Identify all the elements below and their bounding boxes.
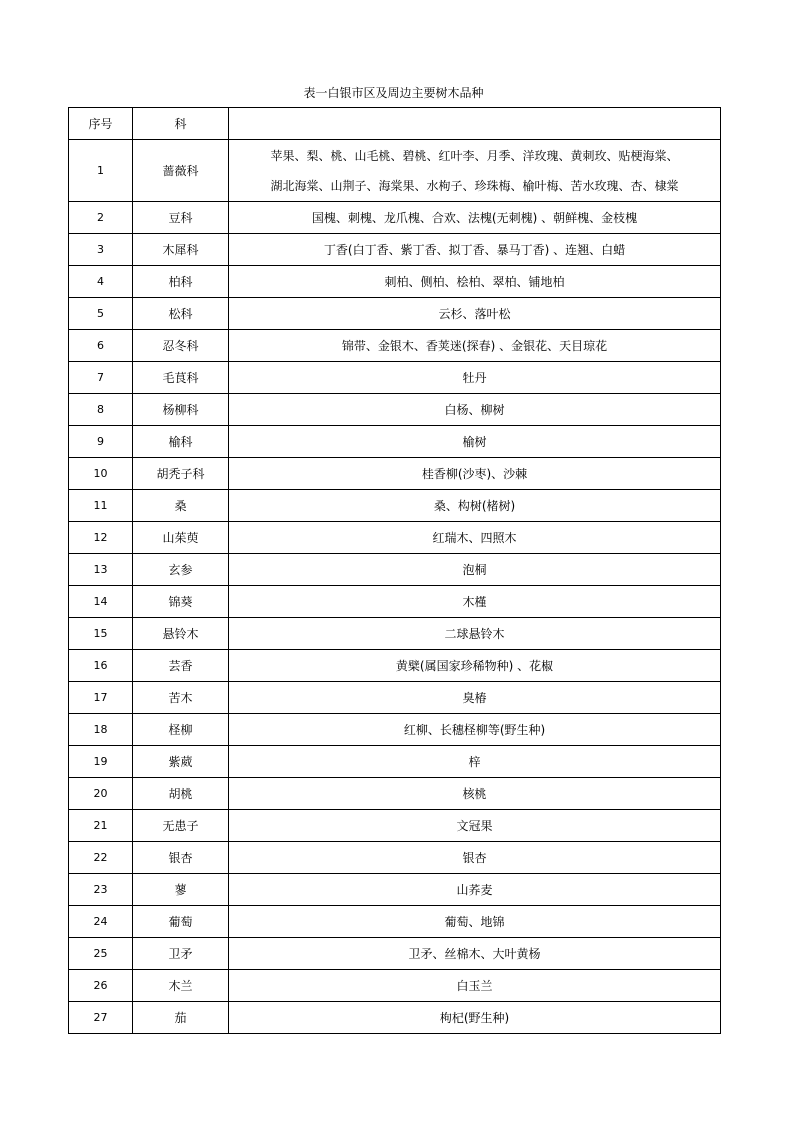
row-species-cell <box>229 234 721 266</box>
row-species-cell <box>229 938 721 970</box>
row-species-cell <box>229 266 721 298</box>
species-line: 榆树 <box>462 434 487 449</box>
header-index: 序号 <box>69 108 133 140</box>
table-row <box>69 810 721 842</box>
table-row <box>69 362 721 394</box>
row-index-cell: 3 <box>69 234 133 266</box>
row-index-cell: 10 <box>69 458 133 490</box>
row-family-cell: 玄参 <box>133 554 229 586</box>
table-row <box>69 938 721 970</box>
row-index-cell: 20 <box>69 778 133 810</box>
species-line: 枸杞(野生种) <box>439 1010 510 1025</box>
row-index-cell: 7 <box>69 362 133 394</box>
row-index-cell: 4 <box>69 266 133 298</box>
row-species-cell <box>229 490 721 522</box>
table-row <box>69 906 721 938</box>
species-line: 湖北海棠、山荆子、海棠果、水枸子、珍珠梅、榆叶梅、苦水玫瑰、杏、棣棠 <box>270 178 679 193</box>
table-row <box>69 234 721 266</box>
table-row <box>69 394 721 426</box>
row-family-cell: 杨柳科 <box>133 394 229 426</box>
row-index-cell: 21 <box>69 810 133 842</box>
row-family-cell: 胡秃子科 <box>133 458 229 490</box>
row-index-cell: 14 <box>69 586 133 618</box>
row-family-cell: 葡萄 <box>133 906 229 938</box>
row-family-cell: 木兰 <box>133 970 229 1002</box>
row-family-cell: 豆科 <box>133 202 229 234</box>
row-species-cell <box>229 522 721 554</box>
row-species-cell <box>229 586 721 618</box>
species-line: 文冠果 <box>456 818 493 833</box>
table-row <box>69 746 721 778</box>
species-line: 苹果、梨、桃、山毛桃、碧桃、红叶李、月季、洋玫瑰、黄刺玫、贴梗海棠、 <box>270 148 679 163</box>
header-species <box>229 108 721 140</box>
species-line: 葡萄、地锦 <box>444 914 505 929</box>
species-line: 白玉兰 <box>456 978 493 993</box>
species-line: 黄檗(属国家珍稀物种) 、花椒 <box>395 658 554 673</box>
row-index-cell: 13 <box>69 554 133 586</box>
species-line: 红瑞木、四照木 <box>432 530 517 545</box>
row-index-cell: 23 <box>69 874 133 906</box>
table-row <box>69 970 721 1002</box>
row-family-cell: 榆科 <box>133 426 229 458</box>
species-line: 山荞麦 <box>456 882 493 897</box>
table-row <box>69 202 721 234</box>
row-species-cell <box>229 202 721 234</box>
row-species-cell <box>229 906 721 938</box>
row-index-cell: 5 <box>69 298 133 330</box>
row-species-cell <box>229 842 721 874</box>
row-index-cell: 1 <box>69 140 133 202</box>
row-species-cell <box>229 714 721 746</box>
species-line: 白杨、柳树 <box>444 402 505 417</box>
species-line: 桂香柳(沙枣)、沙棘 <box>421 466 528 481</box>
row-species-cell <box>229 650 721 682</box>
row-family-cell: 忍冬科 <box>133 330 229 362</box>
row-index-cell: 27 <box>69 1002 133 1034</box>
species-line: 二球悬铃木 <box>444 626 505 641</box>
row-family-cell: 柽柳 <box>133 714 229 746</box>
species-line: 国槐、刺槐、龙爪槐、合欢、法槐(无刺槐) 、朝鲜槐、金枝槐 <box>311 210 638 225</box>
table-row <box>69 266 721 298</box>
table-row <box>69 714 721 746</box>
row-index-cell: 25 <box>69 938 133 970</box>
table-row <box>69 586 721 618</box>
row-family-cell: 柏科 <box>133 266 229 298</box>
row-family-cell: 木犀科 <box>133 234 229 266</box>
row-species-cell <box>229 458 721 490</box>
species-line: 核桃 <box>462 786 487 801</box>
table-row <box>69 426 721 458</box>
row-species-cell <box>229 554 721 586</box>
row-family-cell: 紫葳 <box>133 746 229 778</box>
row-index-cell: 15 <box>69 618 133 650</box>
tree-species-table <box>68 107 721 1034</box>
table-row <box>69 1002 721 1034</box>
row-index-cell: 26 <box>69 970 133 1002</box>
row-family-cell: 银杏 <box>133 842 229 874</box>
header-family: 科 <box>133 108 229 140</box>
row-family-cell: 苦木 <box>133 682 229 714</box>
row-family-cell: 山茱萸 <box>133 522 229 554</box>
table-row <box>69 522 721 554</box>
row-family-cell: 锦葵 <box>133 586 229 618</box>
species-line: 牡丹 <box>462 370 487 385</box>
row-index-cell: 6 <box>69 330 133 362</box>
table-row <box>69 650 721 682</box>
row-family-cell: 无患子 <box>133 810 229 842</box>
table-row <box>69 554 721 586</box>
table-row <box>69 458 721 490</box>
species-line: 桑、构树(楮树) <box>433 498 516 513</box>
row-family-cell: 悬铃木 <box>133 618 229 650</box>
row-species-cell <box>229 362 721 394</box>
species-line: 梓 <box>468 754 481 769</box>
row-index-cell: 11 <box>69 490 133 522</box>
species-line: 红柳、长穗柽柳等(野生种) <box>403 722 546 737</box>
species-line: 云杉、落叶松 <box>438 306 511 321</box>
row-family-cell: 茄 <box>133 1002 229 1034</box>
species-line: 锦带、金银木、香荚迷(探春) 、金银花、天目琼花 <box>341 338 608 353</box>
row-index-cell: 2 <box>69 202 133 234</box>
row-species-cell <box>229 140 721 202</box>
row-index-cell: 18 <box>69 714 133 746</box>
row-family-cell: 蓼 <box>133 874 229 906</box>
row-family-cell: 芸香 <box>133 650 229 682</box>
row-index-cell: 17 <box>69 682 133 714</box>
row-species-cell <box>229 970 721 1002</box>
table-row <box>69 140 721 202</box>
row-species-cell <box>229 394 721 426</box>
row-species-cell <box>229 330 721 362</box>
row-family-cell: 卫矛 <box>133 938 229 970</box>
table-row <box>69 618 721 650</box>
row-species-cell <box>229 618 721 650</box>
row-family-cell: 松科 <box>133 298 229 330</box>
row-species-cell <box>229 1002 721 1034</box>
table-row <box>69 298 721 330</box>
table-header-row <box>69 108 721 140</box>
species-line: 卫矛、丝棉木、大叶黄杨 <box>408 946 541 961</box>
row-index-cell: 24 <box>69 906 133 938</box>
table-row <box>69 778 721 810</box>
species-line: 刺柏、侧柏、桧柏、翠柏、铺地柏 <box>384 274 565 289</box>
species-line: 丁香(白丁香、紫丁香、拟丁香、暴马丁香) 、连翘、白蜡 <box>323 242 626 257</box>
row-species-cell <box>229 810 721 842</box>
row-family-cell: 胡桃 <box>133 778 229 810</box>
table-row <box>69 682 721 714</box>
table-row <box>69 490 721 522</box>
species-line: 木槿 <box>462 594 487 609</box>
row-family-cell: 蔷薇科 <box>133 140 229 202</box>
row-family-cell: 毛茛科 <box>133 362 229 394</box>
table-row <box>69 874 721 906</box>
row-species-cell <box>229 874 721 906</box>
row-index-cell: 9 <box>69 426 133 458</box>
row-family-cell: 桑 <box>133 490 229 522</box>
table-title: 表一白银市区及周边主要树木品种 <box>303 86 484 100</box>
row-species-cell <box>229 426 721 458</box>
table-row <box>69 842 721 874</box>
row-species-cell <box>229 682 721 714</box>
row-species-cell <box>229 746 721 778</box>
row-index-cell: 16 <box>69 650 133 682</box>
species-line: 臭椿 <box>462 690 487 705</box>
species-line: 泡桐 <box>462 562 487 577</box>
row-index-cell: 19 <box>69 746 133 778</box>
row-index-cell: 8 <box>69 394 133 426</box>
row-species-cell <box>229 778 721 810</box>
row-index-cell: 22 <box>69 842 133 874</box>
row-species-cell <box>229 298 721 330</box>
species-line: 银杏 <box>462 850 487 865</box>
table-row <box>69 330 721 362</box>
row-index-cell: 12 <box>69 522 133 554</box>
